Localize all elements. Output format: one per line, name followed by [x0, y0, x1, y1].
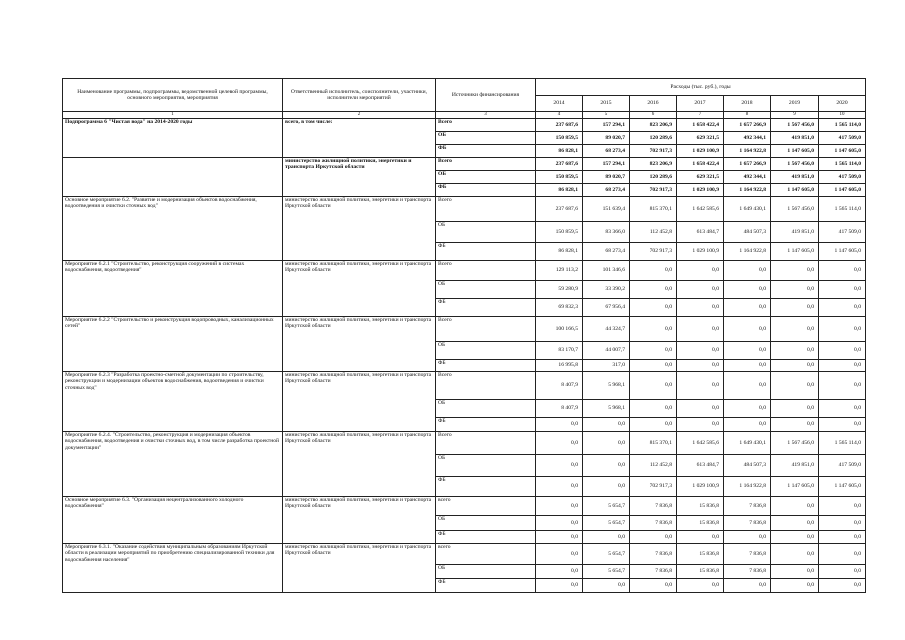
expense-value: 0,0	[630, 299, 677, 317]
expense-value: 1 164 922,8	[724, 477, 771, 497]
expense-value: 151 639,4	[583, 197, 630, 222]
year-cell: 2014	[536, 96, 583, 112]
index-cell: 4	[536, 112, 583, 119]
expense-value: 0,0	[771, 531, 819, 544]
funding-source: ОБ	[436, 455, 536, 477]
expense-value: 83 366,0	[583, 222, 630, 243]
year-cell: 2020	[819, 96, 866, 112]
expense-value: 1 147 605,0	[819, 184, 866, 197]
expense-value: 1 567 456,0	[771, 432, 819, 455]
table-row	[63, 497, 866, 516]
expense-value: 629 321,5	[677, 171, 724, 184]
expense-value: 702 917,3	[630, 184, 677, 197]
expense-value: 815 370,1	[630, 197, 677, 222]
expense-value: 419 851,0	[771, 171, 819, 184]
expense-value: 0,0	[771, 579, 819, 593]
expense-value: 0,0	[819, 531, 866, 544]
expense-value: 419 851,0	[771, 132, 819, 145]
expense-value: 0,0	[819, 317, 866, 342]
expense-value: 1 567 456,0	[771, 158, 819, 171]
expense-value: 0,0	[677, 299, 724, 317]
funding-source: ФБ	[436, 299, 536, 317]
expense-value: 1 567 456,0	[771, 197, 819, 222]
expense-value: 0,0	[583, 477, 630, 497]
item-responsible: министерство жилищной политики, энергетики и транспорта Иркутской области	[283, 432, 436, 497]
expense-value: 0,0	[771, 544, 819, 565]
table-row	[63, 119, 866, 132]
expense-value: 0,0	[771, 565, 819, 579]
expense-value: 0,0	[819, 516, 866, 531]
expense-value: 0,0	[583, 455, 630, 477]
expense-value: 0,0	[819, 342, 866, 360]
expense-value: 0,0	[771, 497, 819, 516]
expense-value: 5 968,1	[583, 400, 630, 418]
expense-value: 1 642 585,6	[677, 197, 724, 222]
expense-value: 0,0	[677, 360, 724, 372]
funding-source: ФБ	[436, 360, 536, 372]
expense-value: 15 836,8	[677, 565, 724, 579]
expense-value: 484 507,3	[724, 455, 771, 477]
funding-source: ОБ	[436, 222, 536, 243]
expense-value: 1 147 605,0	[771, 477, 819, 497]
table-row	[63, 372, 866, 400]
expense-value: 7 836,8	[724, 497, 771, 516]
item-name: Мероприятие 6.3.1. "Оказание содействия муниципальным образованиям Иркутской области в реализации мероприятий по приобретению специализированной техники для водоснабжения населения"	[63, 544, 283, 593]
item-responsible: министерство жилищной политики, энергетики и транспорта Иркутской области	[283, 544, 436, 593]
expense-value: 89 020,7	[583, 132, 630, 145]
item-name: Мероприятие 6.2.1 "Строительство, реконструкция сооружений в системах водоснабжения, водоотведения"	[63, 261, 283, 317]
expense-value: 59 280,9	[536, 281, 583, 299]
expense-value: 5 654,7	[583, 516, 630, 531]
expense-value: 0,0	[536, 565, 583, 579]
expense-value: 1 565 114,0	[819, 432, 866, 455]
expense-value: 702 917,3	[630, 243, 677, 261]
expense-value: 0,0	[630, 281, 677, 299]
expense-value: 0,0	[771, 400, 819, 418]
expense-value: 0,0	[630, 418, 677, 432]
expense-value: 1 164 922,8	[724, 243, 771, 261]
year-cell: 2019	[771, 96, 819, 112]
expense-value: 1 164 922,8	[724, 145, 771, 158]
expense-value: 33 390,2	[583, 281, 630, 299]
expense-value: 7 836,8	[724, 565, 771, 579]
expense-value: 7 836,8	[724, 544, 771, 565]
expense-value: 613 484,7	[677, 222, 724, 243]
expense-value: 0,0	[819, 281, 866, 299]
expense-value: 7 836,8	[630, 544, 677, 565]
expense-value: 237 687,6	[536, 119, 583, 132]
expense-value: 0,0	[771, 299, 819, 317]
expense-value: 101 346,6	[583, 261, 630, 281]
expense-value: 7 836,8	[724, 516, 771, 531]
funding-source: ОБ	[436, 342, 536, 360]
expense-value: 823 206,9	[630, 158, 677, 171]
expense-value: 8 407,9	[536, 400, 583, 418]
funding-source: Всего	[436, 119, 536, 132]
funding-source: Всего	[436, 158, 536, 171]
expense-value: 0,0	[536, 477, 583, 497]
expense-value: 0,0	[819, 400, 866, 418]
expense-value: 0,0	[771, 342, 819, 360]
expense-value: 1 649 430,1	[724, 197, 771, 222]
index-cell: 1	[63, 112, 283, 119]
expense-value: 0,0	[771, 261, 819, 281]
expense-value: 0,0	[630, 360, 677, 372]
funding-source: ФБ	[436, 243, 536, 261]
index-row	[63, 112, 866, 119]
item-name: Основное мероприятие 6.2. "Развитие и модернизация объектов водоснабжения, водоотведения и очистки сточных вод"	[63, 197, 283, 261]
expense-value: 1 657 266,9	[724, 158, 771, 171]
index-cell: 3	[436, 112, 536, 119]
index-cell: 9	[771, 112, 819, 119]
expense-value: 0,0	[819, 418, 866, 432]
table-row	[63, 317, 866, 342]
expense-value: 7 836,8	[630, 516, 677, 531]
expenses-table	[62, 78, 866, 593]
funding-source: Всего	[436, 197, 536, 222]
item-responsible: министерство жилищной политики, энергетики и транспорта Иркутской области	[283, 261, 436, 317]
expense-value: 5 654,7	[583, 544, 630, 565]
expense-value: 0,0	[771, 281, 819, 299]
funding-source: ФБ	[436, 531, 536, 544]
funding-source: ФБ	[436, 418, 536, 432]
expense-value: 0,0	[819, 544, 866, 565]
expense-value: 0,0	[724, 531, 771, 544]
expense-value: 417 509,0	[819, 222, 866, 243]
table-row	[63, 197, 866, 222]
expense-value: 417 509,0	[819, 455, 866, 477]
item-responsible: министерство жилищной политики, энергетики и транспорта Иркутской области	[283, 497, 436, 544]
funding-source: ОБ	[436, 281, 536, 299]
expense-value: 0,0	[630, 342, 677, 360]
expense-value: 44 324,7	[583, 317, 630, 342]
table-row	[63, 261, 866, 281]
funding-source: ФБ	[436, 477, 536, 497]
expense-value: 86 828,1	[536, 184, 583, 197]
expense-value: 15 836,8	[677, 516, 724, 531]
year-cell: 2018	[724, 96, 771, 112]
item-name	[63, 158, 283, 197]
item-responsible: всего, в том числе:	[283, 119, 436, 158]
header-responsible: Ответственный исполнитель, соисполнители, участники, исполнители мероприятий	[283, 79, 436, 112]
expense-value: 0,0	[677, 418, 724, 432]
expense-value: 0,0	[724, 372, 771, 400]
index-cell: 6	[630, 112, 677, 119]
expense-value: 492 344,1	[724, 132, 771, 145]
expense-value: 120 289,6	[630, 171, 677, 184]
expense-value: 1 029 100,9	[677, 184, 724, 197]
expense-value: 16 995,8	[536, 360, 583, 372]
table-row	[63, 544, 866, 565]
expense-value: 702 917,3	[630, 145, 677, 158]
index-cell: 7	[677, 112, 724, 119]
item-name: Мероприятие 6.2.2 "Строительство и реконструкция водопроводных, канализационных сетей"	[63, 317, 283, 372]
expense-value: 1 642 585,6	[677, 432, 724, 455]
expense-value: 68 273,4	[583, 184, 630, 197]
expense-value: 0,0	[724, 299, 771, 317]
expense-value: 0,0	[677, 579, 724, 593]
expense-value: 823 206,9	[630, 119, 677, 132]
expense-value: 237 687,6	[536, 197, 583, 222]
expense-value: 1 565 114,0	[819, 158, 866, 171]
expense-value: 0,0	[536, 579, 583, 593]
expense-value: 0,0	[771, 372, 819, 400]
expense-value: 0,0	[724, 317, 771, 342]
expense-value: 1 567 456,0	[771, 119, 819, 132]
expense-value: 0,0	[536, 455, 583, 477]
expense-value: 0,0	[724, 342, 771, 360]
funding-source: ФБ	[436, 579, 536, 593]
index-cell: 2	[283, 112, 436, 119]
expense-value: 0,0	[677, 372, 724, 400]
expense-value: 7 836,8	[630, 565, 677, 579]
expense-value: 0,0	[819, 261, 866, 281]
expense-value: 120 289,6	[630, 132, 677, 145]
table-body	[63, 119, 866, 593]
expense-value: 0,0	[677, 281, 724, 299]
expense-value: 0,0	[536, 418, 583, 432]
expense-value: 702 917,3	[630, 477, 677, 497]
expense-value: 0,0	[724, 579, 771, 593]
expense-value: 417 509,0	[819, 171, 866, 184]
expense-value: 0,0	[583, 418, 630, 432]
expense-value: 1 147 605,0	[771, 243, 819, 261]
funding-source: Всего	[436, 432, 536, 455]
expense-value: 0,0	[536, 544, 583, 565]
table-row	[63, 432, 866, 455]
expense-value: 0,0	[819, 565, 866, 579]
expense-value: 1 164 922,8	[724, 184, 771, 197]
funding-source: ОБ	[436, 400, 536, 418]
expense-value: 1 147 605,0	[819, 243, 866, 261]
expense-value: 1 147 605,0	[771, 184, 819, 197]
expense-value: 629 321,5	[677, 132, 724, 145]
expense-value: 157 294,1	[583, 119, 630, 132]
funding-source: ФБ	[436, 145, 536, 158]
item-name: Основное мероприятие 6.3. "Организация нецентрализованного холодного водоснабжения"	[63, 497, 283, 544]
expense-value: 129 113,2	[536, 261, 583, 281]
expense-value: 0,0	[819, 360, 866, 372]
expense-value: 86 828,1	[536, 243, 583, 261]
expense-value: 5 654,7	[583, 565, 630, 579]
funding-source: всего	[436, 497, 536, 516]
expense-value: 69 832,3	[536, 299, 583, 317]
expense-value: 0,0	[677, 342, 724, 360]
expense-value: 89 020,7	[583, 171, 630, 184]
expense-value: 1 029 100,9	[677, 243, 724, 261]
expense-value: 0,0	[677, 531, 724, 544]
expense-value: 0,0	[630, 531, 677, 544]
index-cell: 8	[724, 112, 771, 119]
expense-value: 0,0	[819, 497, 866, 516]
expense-value: 0,0	[630, 579, 677, 593]
funding-source: всего	[436, 544, 536, 565]
header-source: Источники финансирования	[436, 79, 536, 112]
expense-value: 815 370,1	[630, 432, 677, 455]
expense-value: 1 147 605,0	[819, 145, 866, 158]
expense-value: 0,0	[819, 372, 866, 400]
expense-value: 1 029 100,9	[677, 477, 724, 497]
year-cell: 2015	[583, 96, 630, 112]
expense-value: 100 166,5	[536, 317, 583, 342]
item-name: Мероприятие 6.2.4. "Строительство, реконструкция и модернизация объектов водоснабжения, водоотведения и очистки сточных вод, в том числе разработка проектной документации"	[63, 432, 283, 497]
expense-value: 150 859,5	[536, 171, 583, 184]
expense-value: 0,0	[771, 516, 819, 531]
expense-value: 0,0	[630, 317, 677, 342]
expense-value: 417 509,0	[819, 132, 866, 145]
item-responsible: министерство жилищной политики, энергетики и транспорта Иркутской области	[283, 317, 436, 372]
expense-value: 5 654,7	[583, 497, 630, 516]
expense-value: 0,0	[677, 261, 724, 281]
expense-value: 0,0	[677, 317, 724, 342]
expense-value: 150 859,5	[536, 222, 583, 243]
expense-value: 0,0	[536, 432, 583, 455]
expense-value: 0,0	[724, 400, 771, 418]
header-expenses: Расходы (тыс. руб.), годы	[536, 79, 866, 96]
expense-value: 1 658 422,4	[677, 158, 724, 171]
funding-source: ОБ	[436, 132, 536, 145]
index-cell: 5	[583, 112, 630, 119]
expense-value: 15 836,8	[677, 497, 724, 516]
expense-value: 67 956,4	[583, 299, 630, 317]
expense-value: 7 836,8	[630, 497, 677, 516]
expense-value: 86 828,1	[536, 145, 583, 158]
item-name: Мероприятие 6.2.3 "Разработка проектно-сметной документации по строительству, реконструкции и модернизации объектов водоснабжения, водоотведения и очистки сточных вод"	[63, 372, 283, 432]
expense-value: 0,0	[771, 360, 819, 372]
expense-value: 5 968,1	[583, 372, 630, 400]
expense-value: 492 344,1	[724, 171, 771, 184]
expense-value: 83 170,7	[536, 342, 583, 360]
expense-value: 1 147 605,0	[819, 477, 866, 497]
expense-value: 0,0	[724, 360, 771, 372]
expense-value: 419 851,0	[771, 222, 819, 243]
index-cell: 10	[819, 112, 866, 119]
expense-value: 1 147 605,0	[771, 145, 819, 158]
expense-value: 0,0	[819, 299, 866, 317]
expense-value: 0,0	[536, 531, 583, 544]
expense-value: 237 687,6	[536, 158, 583, 171]
expense-value: 68 273,4	[583, 243, 630, 261]
expense-value: 8 407,9	[536, 372, 583, 400]
expense-value: 0,0	[630, 261, 677, 281]
expense-value: 0,0	[771, 317, 819, 342]
expense-value: 0,0	[819, 579, 866, 593]
expense-value: 0,0	[536, 497, 583, 516]
funding-source: Всего	[436, 261, 536, 281]
funding-source: Всего	[436, 372, 536, 400]
funding-source: Всего	[436, 317, 536, 342]
expense-value: 1 565 114,0	[819, 119, 866, 132]
table-row	[63, 158, 866, 171]
item-responsible: министерство жилищной политики, энергетики и транспорта Иркутской области	[283, 372, 436, 432]
expense-value: 112 452,8	[630, 455, 677, 477]
expense-value: 157 294,1	[583, 158, 630, 171]
expense-value: 0,0	[724, 281, 771, 299]
expense-value: 0,0	[724, 261, 771, 281]
expense-value: 0,0	[630, 400, 677, 418]
year-cell: 2016	[630, 96, 677, 112]
expense-value: 1 565 114,0	[819, 197, 866, 222]
expense-value: 0,0	[536, 516, 583, 531]
year-cell: 2017	[677, 96, 724, 112]
expense-value: 484 507,3	[724, 222, 771, 243]
expense-value: 1 657 266,9	[724, 119, 771, 132]
expense-value: 1 649 430,1	[724, 432, 771, 455]
expense-value: 419 851,0	[771, 455, 819, 477]
expense-value: 0,0	[771, 418, 819, 432]
expense-value: 150 859,5	[536, 132, 583, 145]
expense-value: 0,0	[583, 579, 630, 593]
expense-value: 1 658 422,4	[677, 119, 724, 132]
item-responsible: министерство жилищной политики, энергетики и транспорта Иркутской области	[283, 158, 436, 197]
expense-value: 0,0	[583, 432, 630, 455]
expense-value: 0,0	[724, 418, 771, 432]
expense-value: 0,0	[630, 372, 677, 400]
expense-value: 613 484,7	[677, 455, 724, 477]
header-name: Наименование программы, подпрограммы, ведомственной целевой программы, основного мероприятия, мероприятия	[63, 79, 283, 112]
expense-value: 0,0	[677, 400, 724, 418]
funding-source: ОБ	[436, 171, 536, 184]
item-responsible: министерство жилищной политики, энергетики и транспорта Иркутской области	[283, 197, 436, 261]
expense-value: 0,0	[583, 531, 630, 544]
expense-value: 112 452,8	[630, 222, 677, 243]
expense-value: 68 273,4	[583, 145, 630, 158]
funding-source: ФБ	[436, 184, 536, 197]
item-name: Подпрограмма 6 "Чистая вода" на 2014-2020 годы	[63, 119, 283, 158]
funding-source: ОБ	[436, 516, 536, 531]
funding-source: ОБ	[436, 565, 536, 579]
expense-value: 317,0	[583, 360, 630, 372]
expense-value: 15 836,8	[677, 544, 724, 565]
expense-value: 44 007,7	[583, 342, 630, 360]
expense-value: 1 029 100,9	[677, 145, 724, 158]
